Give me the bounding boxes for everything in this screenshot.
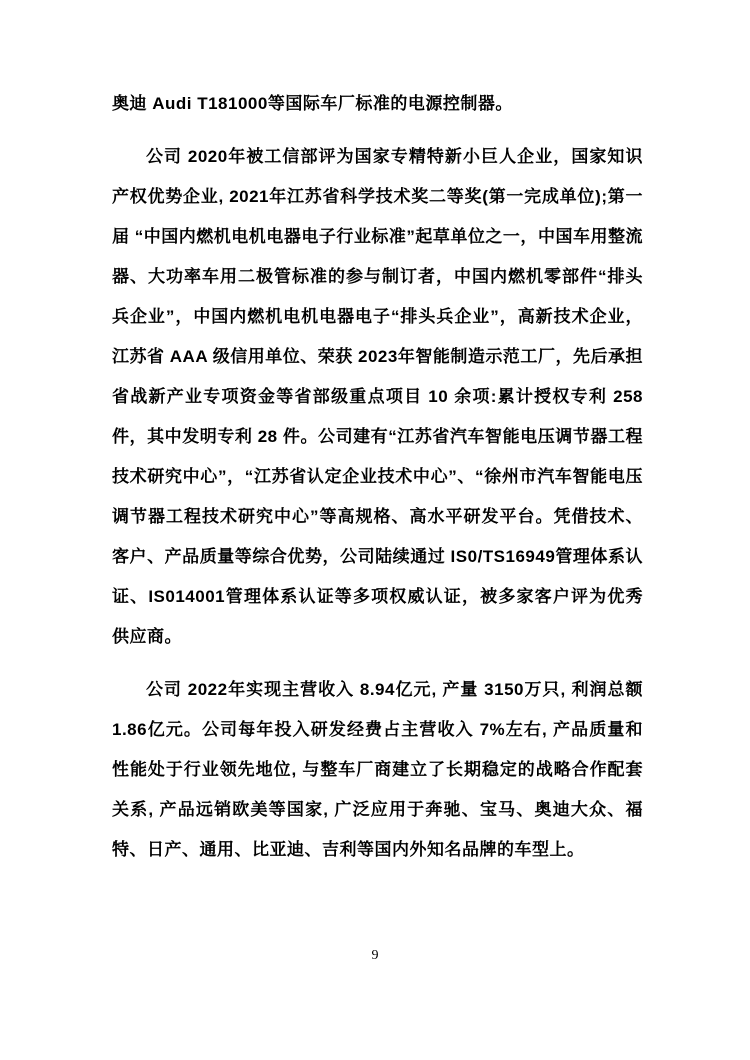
paragraph-company-honors: 公司 2020年被工信部评为国家专精特新小巨人企业，国家知识产权优势企业, 2021年江苏省科学技术奖二等奖(第一完成单位);第一届 “中国内燃机电机电器电子行业标准”起草单位之一，中国车用整流器、大功率车用二极管标准的参与制订者，中国内燃机零部件“排头兵企业”，中国内燃机电机电器电子“排头兵企业”，高新技术企业，江苏省 AAA 级信用单位、荣获 2023年智能制造示范工厂，先后承担省战新产业专项资金等省部级重点项目 10 余项:累计授权专利 258 件，其中发明专利 28 件。公司建有“江苏省汽车智能电压调节器工程技术研究中心”，“江苏省认定企业技术中心”、“徐州市汽车智能电压调节器工程技术研究中心”等高规格、高水平研发平台。凭借技术、客户、产品质量等综合优势，公司陆续通过 IS0/TS16949管理体系认证、IS014001管理体系认证等多项权威认证，被多家客户评为优秀供应商。 xyxy=(112,147,643,646)
paragraph-company-performance: 公司 2022年实现主营收入 8.94亿元, 产量 3150万只, 利润总额 1.86亿元。公司每年投入研发经费占主营收入 7%左右, 产品质量和性能处于行业领先地位, 与整车厂商建立了长期稳定的战略合作配套关系, 产品远销欧美等国家, 广泛应用于奔驰、宝马、奥迪大众、福特、日产、通用、比亚迪、吉利等国内外知名品牌的车型上。 xyxy=(112,680,643,859)
paragraph-power-controller-continuation: 奥迪 Audi T181000等国际车厂标准的电源控制器。 xyxy=(112,94,513,113)
page-number: 9 xyxy=(371,948,379,963)
page-body xyxy=(112,84,643,883)
